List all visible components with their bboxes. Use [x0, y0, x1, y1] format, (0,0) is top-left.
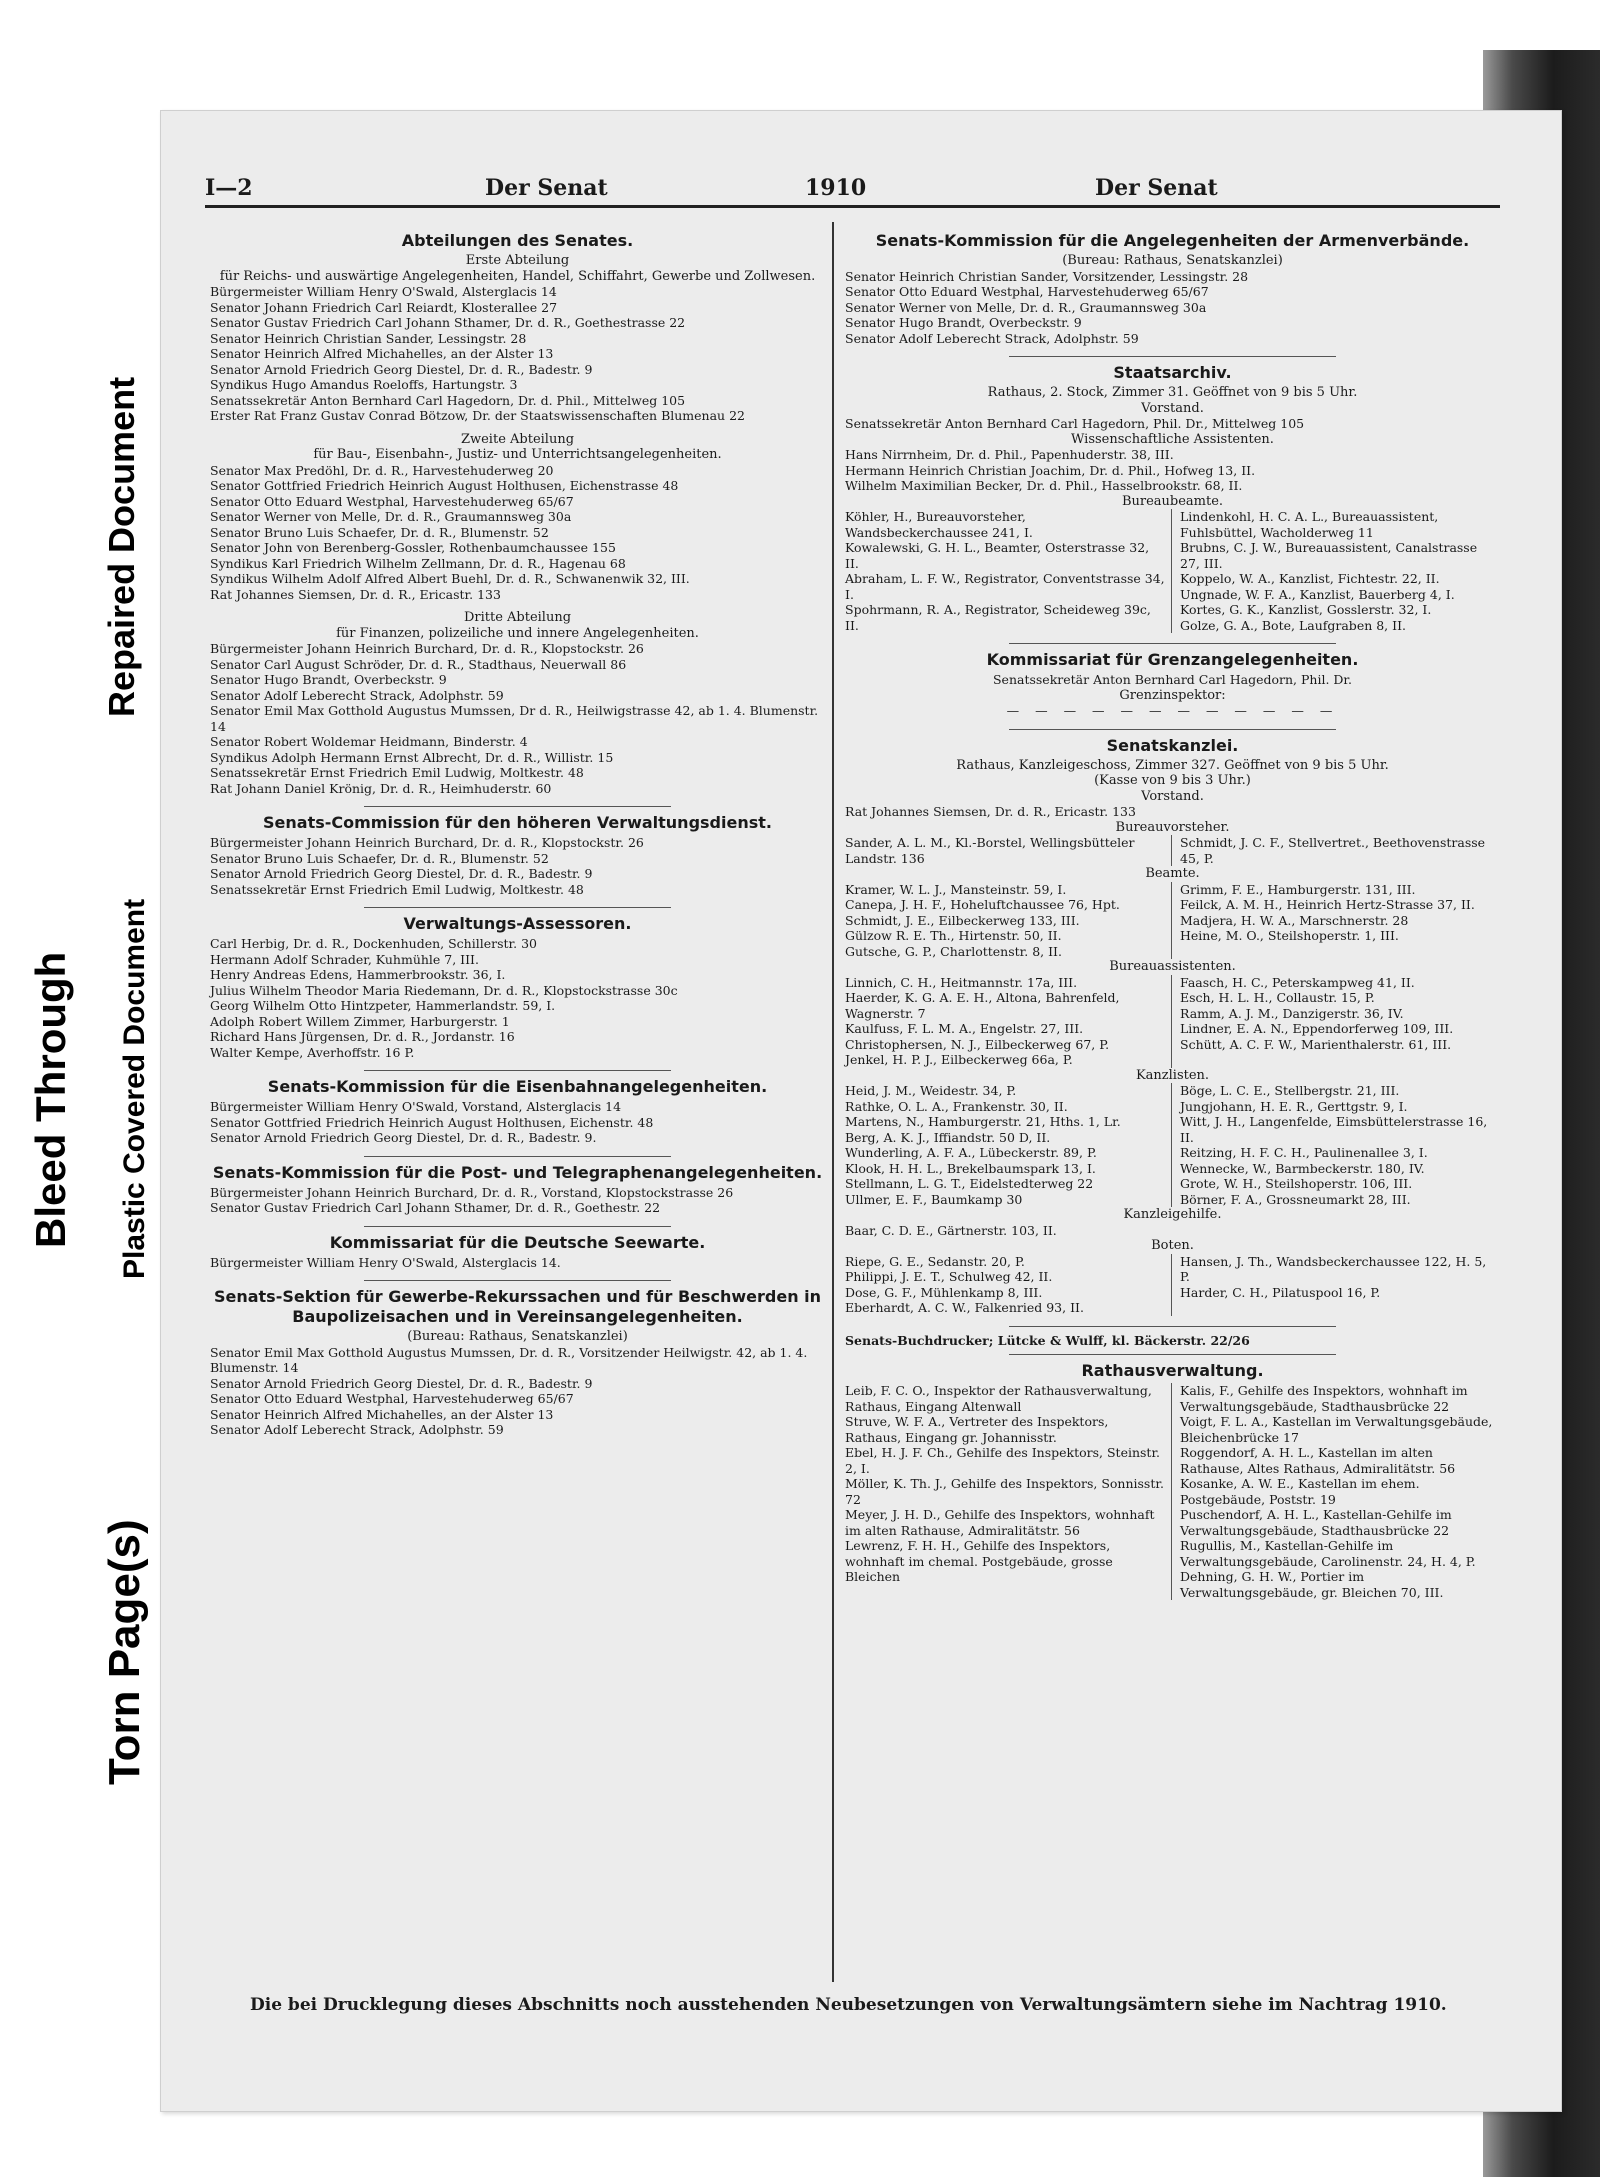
entry: Senator Gustav Friedrich Carl Johann Sthamer, Dr. d. R., Goethestr. 22 — [210, 1200, 661, 1215]
divider — [1009, 643, 1337, 644]
entry: Wunderling, A. F. A., Lübeckerstr. 89, P. — [845, 1145, 1097, 1160]
entry-list — [845, 269, 1500, 347]
entry: Senator Heinrich Alfred Michahelles, an der Alster 13 — [210, 346, 554, 361]
entry: Henry Andreas Edens, Hammerbrookstr. 36, I. — [210, 967, 506, 982]
entry: Ramm, A. J. M., Danzigerstr. 36, IV. — [1180, 1005, 1404, 1021]
entry: Syndikus Wilhelm Adolf Alfred Albert Buehl, Dr. d. R., Schwanenwik 32, III. — [210, 571, 690, 586]
list-right — [1180, 882, 1500, 960]
entry-list — [210, 284, 825, 424]
entry: Hermann Adolf Schrader, Kuhmühle 7, III. — [210, 951, 479, 967]
section-grenz — [845, 650, 1500, 719]
entry: Esch, H. L. H., Collaustr. 15, P. — [1180, 990, 1375, 1005]
entry: Philippi, J. E. T., Schulweg 42, II. — [845, 1269, 1053, 1284]
entry: Kowalewski, G. H. L., Beamter, Osterstrasse 32, II. — [845, 540, 1150, 571]
entry: Jungjohann, H. E. R., Gerttgstr. 9, I. — [1180, 1098, 1408, 1114]
entry: Gutsche, G. P., Charlottenstr. 8, II. — [845, 943, 1062, 959]
subsection-title: Bureaubeamte. — [1121, 493, 1224, 509]
entry: Senator Max Predöhl, Dr. d. R., Harvestehuderweg 20 — [210, 462, 554, 478]
header-left-title: Der Senat — [485, 175, 608, 201]
entry: Hans Nirrnheim, Dr. d. Phil., Papenhuderstr. 38, III. — [845, 447, 1174, 462]
entry: Senator Adolf Leberecht Strack, Adolphstr. 59 — [210, 1422, 504, 1437]
list-left — [845, 1383, 1172, 1600]
entry: Senatssekretär Anton Bernhard Carl Hagedorn, Phil. Dr. — [992, 672, 1352, 687]
section-title: Senats-Kommission für die Post- und Telegraphenangelegenheiten. — [212, 1162, 823, 1182]
entry: Rugullis, M., Kastellan-Gehilfe im Verwaltungsgebäude, Carolinenstr. 24, H. 4, P. — [1180, 1538, 1476, 1569]
divider — [1009, 1354, 1337, 1355]
entry: Carl Herbig, Dr. d. R., Dockenhuden, Schillerstr. 30 — [210, 936, 537, 951]
divider — [364, 1280, 672, 1281]
page-header — [205, 175, 1500, 208]
entry: Dehning, G. H. W., Portier im Verwaltungsgebäude, gr. Bleichen 70, III. — [1180, 1569, 1444, 1600]
label-bleed-through: Bleed Through — [27, 951, 74, 1248]
divider — [1009, 356, 1337, 357]
two-column-list — [845, 1383, 1500, 1600]
entry: Senator Robert Woldemar Heidmann, Binderstr. 4 — [210, 734, 528, 749]
entry: Senator Werner von Melle, Dr. d. R., Graumannsweg 30a — [210, 509, 572, 524]
entry: Puschendorf, A. H. L., Kastellan-Gehilfe im Verwaltungsgebäude, Stadthausbrücke 22 — [1180, 1507, 1452, 1538]
subsection-desc: für Reichs- und auswärtige Angelegenheiten, Handel, Schiffahrt, Gewerbe und Zollwesen. — [219, 268, 816, 284]
divider — [364, 806, 672, 807]
list-left — [845, 975, 1172, 1068]
entry: Syndikus Hugo Amandus Roeloffs, Hartungstr. 3 — [210, 377, 518, 392]
entry: Senator Arnold Friedrich Georg Diestel, Dr. d. R., Badestr. 9 — [210, 361, 593, 377]
section-kanzlei — [845, 736, 1500, 1316]
section-assessoren — [210, 914, 825, 1060]
entry: Möller, K. Th. J., Gehilfe des Inspektors, Sonnisstr. 72 — [845, 1476, 1164, 1507]
entry: Hansen, J. Th., Wandsbeckerchaussee 122, H. 5, P. — [1180, 1253, 1487, 1284]
divider — [364, 1156, 672, 1157]
entry: Bürgermeister Johann Heinrich Burchard, Dr. d. R., Vorstand, Klopstockstrasse 26 — [210, 1184, 734, 1200]
section-abteilungen — [210, 231, 825, 796]
list-right — [1180, 1254, 1500, 1316]
list-right — [1180, 1383, 1500, 1600]
entry-list — [210, 1345, 825, 1438]
entry: Senator Adolf Leberecht Strack, Adolphstr. 59 — [210, 687, 504, 703]
entry: Julius Wilhelm Theodor Maria Riedemann, Dr. d. R., Klopstockstrasse 30c — [210, 982, 678, 998]
entry: Senator Otto Eduard Westphal, Harvestehuderweg 65/67 — [210, 1391, 574, 1406]
entry: Bürgermeister Johann Heinrich Burchard, Dr. d. R., Klopstockstr. 26 — [210, 641, 644, 656]
entry: Bürgermeister William Henry O'Swald, Alsterglacis 14 — [210, 284, 557, 299]
two-column-list — [845, 509, 1500, 633]
entry: Walter Kempe, Averhoffstr. 16 P. — [210, 1044, 415, 1060]
divider — [364, 907, 672, 908]
section-title: Senatskanzlei. — [1106, 735, 1239, 755]
right-column — [845, 225, 1500, 1610]
page-number: I—2 — [205, 175, 253, 201]
subsection-title: Grenzinspektor: — [1119, 687, 1226, 703]
list-right — [1180, 975, 1500, 1068]
entry: Rathke, O. L. A., Frankenstr. 30, II. — [845, 1098, 1068, 1114]
subsection-title: Vorstand. — [1141, 788, 1204, 804]
entry: Georg Wilhelm Otto Hintzpeter, Hammerlandstr. 59, I. — [210, 998, 556, 1013]
section-staatsarchiv — [845, 363, 1500, 633]
entry-list — [210, 1255, 825, 1271]
divider — [1009, 729, 1337, 730]
entry: Senatssekretär Anton Bernhard Carl Hagedorn, Dr. d. Phil., Mittelweg 105 — [210, 392, 686, 408]
entry: Kortes, G. K., Kanzlist, Gosslerstr. 32, I. — [1180, 602, 1432, 617]
entry: Leib, F. C. O., Inspektor der Rathausverwaltung, Rathaus, Eingang Altenwall — [845, 1383, 1152, 1414]
two-column-list — [845, 975, 1500, 1068]
list-left — [845, 835, 1172, 866]
two-column-list — [845, 1254, 1500, 1316]
entry: Sander, A. L. M., Kl.-Borstel, Wellingsbütteler Landstr. 136 — [845, 835, 1135, 866]
entry: Madjera, H. W. A., Marschnerstr. 28 — [1180, 912, 1409, 928]
entry: Berg, A. K. J., Iffiandstr. 50 D, II. — [845, 1129, 1051, 1145]
entry: Adolph Robert Willem Zimmer, Harburgerstr. 1 — [210, 1013, 510, 1029]
entry: Senator Arnold Friedrich Georg Diestel, Dr. d. R., Badestr. 9. — [210, 1130, 597, 1145]
subsection-title: Erste Abteilung — [465, 253, 570, 268]
entry: Lewrenz, F. H. H., Gehilfe des Inspektors, wohnhaft im chemal. Postgebäude, grosse Bleichen — [845, 1538, 1113, 1584]
entry: Erster Rat Franz Gustav Conrad Bötzow, Dr. der Staatswissenschaften Blumenau 22 — [210, 408, 745, 423]
subsection-title: Kanzleigehilfe. — [1123, 1207, 1222, 1222]
section-rathausverwaltung — [845, 1361, 1500, 1600]
header-right-title: Der Senat — [1095, 175, 1218, 201]
entry: Voigt, F. L. A., Kastellan im Verwaltungsgebäude, Bleichenbrücke 17 — [1180, 1414, 1493, 1445]
section-title: Rathausverwaltung. — [1081, 1361, 1264, 1380]
entry: Haerder, K. G. A. E. H., Altona, Bahrenfeld, Wagnerstr. 7 — [845, 990, 1120, 1021]
entry: Syndikus Adolph Hermann Ernst Albrecht, Dr. d. R., Willistr. 15 — [210, 749, 614, 765]
entry: Senator Adolf Leberecht Strack, Adolphstr. 59 — [845, 330, 1139, 346]
entry-list — [210, 1099, 825, 1146]
section-title: Abteilungen des Senates. — [401, 231, 634, 250]
entry: Bürgermeister Johann Heinrich Burchard, Dr. d. R., Klopstockstr. 26 — [210, 835, 644, 850]
entry: Golze, G. A., Bote, Laufgraben 8, II. — [1180, 617, 1406, 633]
entry: Böge, L. C. E., Stellbergstr. 21, III. — [1180, 1083, 1400, 1098]
entry: Grimm, F. E., Hamburgerstr. 131, III. — [1180, 881, 1416, 897]
entry-list — [210, 835, 825, 897]
entry: Kalis, F., Gehilfe des Inspektors, wohnhaft im Verwaltungsgebäude, Stadthausbrücke 22 — [1180, 1383, 1468, 1414]
entry: Senator Werner von Melle, Dr. d. R., Graumannsweg 30a — [845, 299, 1207, 315]
section-hoeherer-dienst — [210, 813, 825, 897]
subsection-title: Dritte Abteilung — [463, 610, 572, 625]
subsection-desc: für Finanzen, polizeiliche und innere Angelegenheiten. — [336, 625, 699, 641]
entry: Börner, F. A., Grossneumarkt 28, III. — [1180, 1191, 1411, 1207]
section-title: Kommissariat für die Deutsche Seewarte. — [329, 1232, 706, 1252]
entry: Senator Gottfried Friedrich Heinrich August Holthusen, Eichenstr. 48 — [210, 1114, 654, 1130]
subsection-title: Wissenschaftliche Assistenten. — [1071, 431, 1274, 447]
entry: Köhler, H., Bureauvorsteher, Wandsbeckerchaussee 241, I. — [845, 509, 1033, 540]
entry: Schmidt, J. C. F., Stellvertret., Beethovenstrasse 45, P. — [1180, 835, 1486, 866]
entry: Senatssekretär Ernst Friedrich Emil Ludwig, Moltkestr. 48 — [210, 881, 584, 897]
entry: Ungnade, W. F. A., Kanzlist, Bauerberg 4, I. — [1180, 586, 1455, 602]
entry: Senator Bruno Luis Schaefer, Dr. d. R., Blumenstr. 52 — [210, 524, 549, 540]
entry: Witt, J. H., Langenfelde, Eimsbüttelerstrasse 16, II. — [1180, 1114, 1488, 1145]
list-right — [1180, 835, 1500, 866]
footer-note: Die bei Drucklegung dieses Abschnitts noch ausstehenden Neubesetzungen von Verwaltungsämtern siehe im Nachtrag 1910. — [250, 1995, 1447, 2015]
subsection-title: Vorstand. — [1141, 400, 1204, 416]
entry: Senatssekretär Anton Bernhard Carl Hagedorn, Phil. Dr., Mittelweg 105 — [845, 416, 1305, 431]
entry: Feilck, A. M. H., Heinrich Hertz-Strasse 37, II. — [1180, 897, 1475, 912]
entry: Kramer, W. L. J., Mansteinstr. 59, I. — [845, 881, 1067, 897]
section-subtitle: (Bureau: Rathaus, Senatskanzlei) — [1062, 253, 1283, 268]
entry: Bürgermeister William Henry O'Swald, Vorstand, Alsterglacis 14 — [210, 1099, 622, 1114]
entry: Riepe, G. E., Sedanstr. 20, P. — [845, 1253, 1025, 1269]
entry: Senator Otto Eduard Westphal, Harvestehuderweg 65/67 — [210, 493, 574, 509]
subsection-title: Bureauassistenten. — [1109, 959, 1236, 974]
entry: Senator Gottfried Friedrich Heinrich August Holthusen, Eichenstrasse 48 — [210, 478, 679, 493]
section-subtitle: Rathaus, Kanzleigeschoss, Zimmer 327. Geöffnet von 9 bis 5 Uhr. — [956, 757, 1389, 773]
entry: Faasch, H. C., Peterskampweg 41, II. — [1180, 974, 1415, 990]
entry: Grote, W. H., Steilshoperstr. 106, III. — [1180, 1176, 1413, 1191]
header-year: 1910 — [805, 175, 867, 201]
list-left — [845, 509, 1172, 633]
subsection-title: Kanzlisten. — [1135, 1067, 1210, 1083]
two-column-list — [845, 882, 1500, 960]
entry: Senator Carl August Schröder, Dr. d. R., Stadthaus, Neuerwall 86 — [210, 656, 627, 672]
entry: Dose, G. F., Mühlenkamp 8, III. — [845, 1284, 1043, 1300]
side-labels — [0, 0, 160, 2177]
entry: Gülzow R. E. Th., Hirtenstr. 50, II. — [845, 928, 1062, 943]
subsection-title: Boten. — [1151, 1238, 1194, 1253]
entry: Linnich, C. H., Heitmannstr. 17a, III. — [845, 974, 1078, 990]
section-title: Kommissariat für Grenzangelegenheiten. — [986, 650, 1359, 669]
entry: Heid, J. M., Weidestr. 34, P. — [845, 1083, 1017, 1098]
divider — [364, 1070, 672, 1071]
section-post — [210, 1163, 825, 1216]
section-gewerbe — [210, 1287, 825, 1438]
section-title: Senats-Sektion für Gewerbe-Rekurssachen und für Beschwerden in Baupolizeisachen und in Vereinsangelegenheiten. — [213, 1287, 822, 1326]
entry: Kaulfuss, F. L. M. A., Engelstr. 27, III. — [845, 1021, 1084, 1036]
entry: Senatssekretär Ernst Friedrich Emil Ludwig, Moltkestr. 48 — [210, 765, 584, 780]
entry-list — [210, 463, 825, 603]
entry: Rat Johannes Siemsen, Dr. d. R., Ericastr. 133 — [210, 586, 501, 602]
list-right — [1180, 1083, 1500, 1207]
two-column-list — [845, 1083, 1500, 1207]
buchdrucker-line: Senats-Buchdrucker; Lütcke & Wulff, kl. Bäckerstr. 22/26 — [845, 1332, 1250, 1348]
section-title: Senats-Kommission für die Angelegenheiten der Armenverbände. — [875, 231, 1470, 250]
section-title: Staatsarchiv. — [1113, 363, 1232, 382]
entry: Senator Bruno Luis Schaefer, Dr. d. R., Blumenstr. 52 — [210, 850, 549, 866]
label-repaired-document: Repaired Document — [101, 376, 142, 717]
entry: Lindenkohl, H. C. A. L., Bureauassistent, Fuhlsbüttel, Wacholderweg 11 — [1180, 509, 1439, 540]
entry: Schütt, A. C. F. W., Marienthalerstr. 61, III. — [1180, 1036, 1452, 1052]
list-right — [1180, 509, 1500, 633]
entry: Senator Emil Max Gotthold Augustus Mumssen, Dr. d. R., Vorsitzender Heilwigstr. 42, ab 1. 4. Blumenstr. 14 — [210, 1344, 808, 1375]
entry: Meyer, J. H. D., Gehilfe des Inspektors, wohnhaft im alten Rathause, Admiralitätstr. 56 — [845, 1507, 1155, 1538]
entry: Stellmann, L. G. T., Eidelstedterweg 22 — [845, 1176, 1094, 1191]
label-torn-pages: Torn Page(s) — [100, 1519, 149, 1785]
entry: Harder, C. H., Pilatuspool 16, P. — [1180, 1284, 1381, 1300]
subsection-title: Zweite Abteilung — [460, 431, 575, 447]
section-title: Senats-Kommission für die Eisenbahnangelegenheiten. — [267, 1077, 768, 1096]
entry-list — [210, 1185, 825, 1216]
entry: Canepa, J. H. F., Hoheluftchaussee 76, Hpt. — [845, 897, 1120, 912]
entry: Lindner, E. A. N., Eppendorferweg 109, III. — [1180, 1021, 1454, 1036]
two-column-list — [845, 835, 1500, 866]
entry: Senator Johann Friedrich Carl Reiardt, Klosterallee 27 — [210, 299, 558, 315]
entry: Rat Johannes Siemsen, Dr. d. R., Ericastr. 133 — [845, 804, 1136, 819]
entry: Ullmer, E. F., Baumkamp 30 — [845, 1191, 1023, 1207]
entry: Senator Arnold Friedrich Georg Diestel, Dr. d. R., Badestr. 9 — [210, 866, 593, 881]
entry: Senator Arnold Friedrich Georg Diestel, Dr. d. R., Badestr. 9 — [210, 1375, 593, 1391]
subsection-desc: für Bau-, Eisenbahn-, Justiz- und Unterrichtsangelegenheiten. — [313, 447, 722, 462]
entry: Wennecke, W., Barmbeckerstr. 180, IV. — [1180, 1160, 1425, 1176]
list-left — [845, 1254, 1172, 1316]
section-armen — [845, 231, 1500, 346]
entry: Roggendorf, A. H. L., Kastellan im alten Rathause, Altes Rathaus, Admiralitätstr. 56 — [1180, 1445, 1456, 1476]
entry: Rat Johann Daniel Krönig, Dr. d. R., Heimhuderstr. 60 — [210, 780, 552, 796]
entry: Wilhelm Maximilian Becker, Dr. d. Phil., Hasselbrookstr. 68, II. — [845, 478, 1243, 493]
divider — [1009, 1326, 1337, 1327]
entry: Senator Hugo Brandt, Overbeckstr. 9 — [210, 672, 447, 687]
section-eisenbahn — [210, 1077, 825, 1146]
entry: Spohrmann, R. A., Registrator, Scheideweg 39c, II. — [845, 602, 1151, 633]
entry: Senator Hugo Brandt, Overbeckstr. 9 — [845, 315, 1082, 330]
entry: Kosanke, A. W. E., Kastellan im ehem. Postgebäude, Poststr. 19 — [1180, 1476, 1420, 1507]
entry: Schmidt, J. E., Eilbeckerweg 133, III. — [845, 912, 1080, 928]
entry: Senator Heinrich Christian Sander, Vorsitzender, Lessingstr. 28 — [845, 268, 1249, 284]
entry: Struve, W. F. A., Vertreter des Inspektors, Rathaus, Eingang gr. Johannisstr. — [845, 1414, 1109, 1445]
subsection-title: Beamte. — [1145, 866, 1200, 881]
label-plastic-covered: Plastic Covered Document — [118, 898, 151, 1279]
list-left — [845, 882, 1172, 960]
entry: Senator Otto Eduard Westphal, Harvestehuderweg 65/67 — [845, 284, 1209, 299]
entry: Bürgermeister William Henry O'Swald, Alsterglacis 14. — [210, 1254, 561, 1270]
entry: Eberhardt, A. C. W., Falkenried 93, II. — [845, 1300, 1084, 1315]
entry-list — [210, 641, 825, 796]
entry: Baar, C. D. E., Gärtnerstr. 103, II. — [845, 1222, 1057, 1238]
entry: Christophersen, N. J., Eilbeckerweg 67, P. — [845, 1036, 1110, 1052]
left-column — [210, 225, 825, 1448]
entry: Senator Gustav Friedrich Carl Johann Sthamer, Dr. d. R., Goethestrasse 22 — [210, 315, 686, 330]
entry-list — [845, 447, 1500, 494]
entry: Heine, M. O., Steilshoperstr. 1, III. — [1180, 928, 1399, 943]
entry: Brubns, C. J. W., Bureauassistent, Canalstrasse 27, III. — [1180, 540, 1478, 571]
entry: Klook, H. H. L., Brekelbaumspark 13, I. — [845, 1160, 1096, 1176]
section-subtitle: (Bureau: Rathaus, Senatskanzlei) — [407, 1329, 628, 1344]
section-subtitle: Rathaus, 2. Stock, Zimmer 31. Geöffnet von 9 bis 5 Uhr. — [987, 385, 1358, 400]
entry: Martens, N., Hamburgerstr. 21, Hths. 1, Lr. — [845, 1114, 1121, 1129]
section-title: Senats-Commission für den höheren Verwaltungsdienst. — [263, 813, 772, 832]
entry: Hermann Heinrich Christian Joachim, Dr. d. Phil., Hofweg 13, II. — [845, 462, 1256, 478]
divider — [364, 1226, 672, 1227]
entry: Abraham, L. F. W., Registrator, Conventstrasse 34, I. — [845, 571, 1165, 602]
dash-line: — — — — — — — — — — — — — [1006, 703, 1339, 718]
entry: Senator Emil Max Gotthold Augustus Mumssen, Dr d. R., Heilwigstrasse 42, ab 1. 4. Blumenstr. 14 — [210, 703, 819, 734]
subsection-title: Bureauvorsteher. — [1115, 819, 1230, 835]
section-title: Verwaltungs-Assessoren. — [403, 914, 632, 933]
entry: Ebel, H. J. F. Ch., Gehilfe des Inspektors, Steinstr. 2, I. — [845, 1445, 1161, 1476]
entry: Koppelo, W. A., Kanzlist, Fichtestr. 22, II. — [1180, 571, 1440, 586]
entry: Senator John von Berenberg-Gossler, Rothenbaumchaussee 155 — [210, 540, 616, 555]
entry: Syndikus Karl Friedrich Wilhelm Zellmann, Dr. d. R., Hagenau 68 — [210, 555, 626, 571]
entry: Senator Heinrich Alfred Michahelles, an der Alster 13 — [210, 1406, 554, 1422]
entry-list — [210, 936, 825, 1060]
list-left — [845, 1083, 1172, 1207]
section-seewarte — [210, 1233, 825, 1271]
entry: Richard Hans Jürgensen, Dr. d. R., Jordanstr. 16 — [210, 1029, 515, 1044]
entry: Jenkel, H. P. J., Eilbeckerweg 66a, P. — [845, 1052, 1073, 1067]
entry: Reitzing, H. F. C. H., Paulinenallee 3, I. — [1180, 1145, 1428, 1160]
section-subtitle: (Kasse von 9 bis 3 Uhr.) — [1094, 773, 1251, 788]
column-divider — [832, 222, 834, 1982]
entry: Senator Heinrich Christian Sander, Lessingstr. 28 — [210, 330, 527, 346]
